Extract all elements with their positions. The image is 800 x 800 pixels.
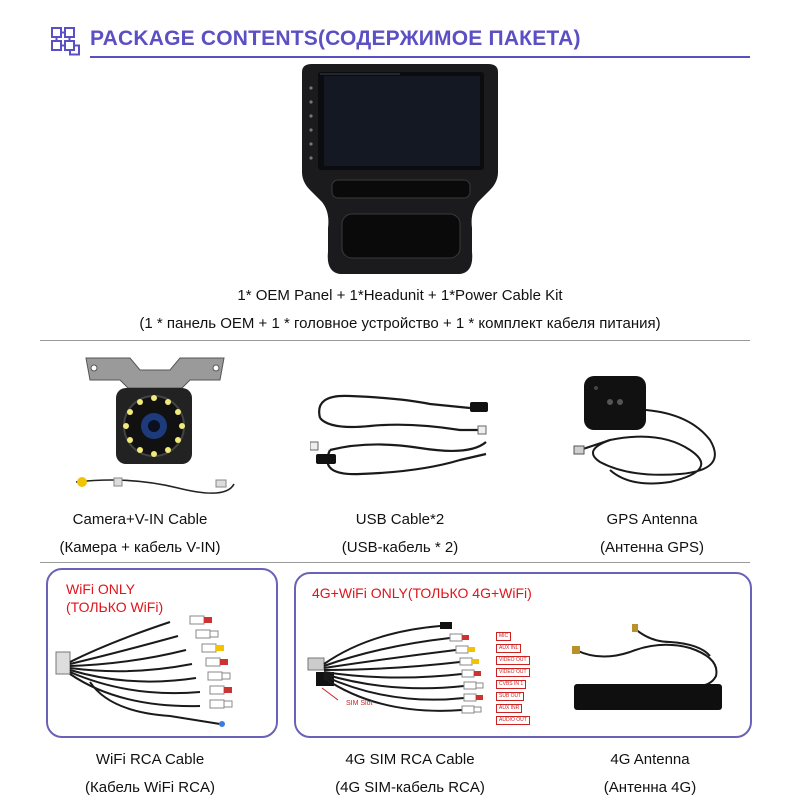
gps-antenna-image	[570, 370, 740, 500]
oem-panel-caption-en: 1* OEM Panel + 1*Headunit + 1*Power Cable Kit	[237, 287, 563, 304]
page-title: PACKAGE CONTENTS(СОДЕРЖИМОЕ ПАКЕТА)	[90, 27, 581, 50]
usb-caption	[280, 508, 520, 560]
4g-antenna-image	[560, 622, 740, 718]
rca-tag-audio-out: AUDIO OUT	[496, 716, 530, 725]
rca-tag-cvbs-in: CVBS IN 1	[496, 680, 526, 689]
rca-tag-aux-inl: AUX INL	[496, 644, 521, 653]
gps-caption-en: GPS Antenna	[606, 511, 698, 528]
4g-sim-rca-caption	[290, 748, 530, 800]
camera-caption-en: Camera+V-IN Cable	[72, 511, 208, 528]
gps-caption	[532, 508, 772, 560]
grid-blocks-icon	[50, 26, 82, 58]
wifi-rca-caption-ru: (Кабель WiFi RCA)	[85, 779, 215, 796]
usb-cable-image	[310, 380, 500, 490]
oem-panel-caption	[0, 284, 800, 336]
wifi-only-note-line1: WiFi ONLY	[66, 581, 135, 597]
4g-sim-rca-cable-image	[300, 612, 500, 732]
camera-caption	[20, 508, 260, 560]
gps-caption-ru: (Антенна GPS)	[599, 539, 705, 556]
wifi-only-note-line2: (ТОЛЬКО WiFi)	[66, 599, 164, 615]
oem-panel-headunit-image	[290, 62, 510, 280]
header-underline	[90, 56, 750, 58]
4g-antenna-caption	[530, 748, 770, 800]
page-header	[50, 22, 750, 62]
divider-middle	[40, 562, 750, 563]
rca-tag-aux-inr: AUX INR	[496, 704, 522, 713]
4g-sim-rca-caption-ru: (4G SIM-кабель RCA)	[335, 779, 485, 796]
wifi-rca-cable-image	[50, 612, 240, 732]
4g-antenna-caption-en: 4G Antenna	[610, 751, 690, 768]
rca-tag-video-out-2: VIDEO OUT	[496, 668, 530, 677]
rca-tag-sub-out: SUB OUT	[496, 692, 524, 701]
oem-panel-caption-ru: (1 * панель OEM + 1 * головное устройство + 1 * комплект кабеля питания)	[139, 315, 661, 332]
4g-antenna-caption-ru: (Антенна 4G)	[603, 779, 697, 796]
4g-wifi-only-note: 4G+WiFi ONLY(ТОЛЬКО 4G+WiFi)	[312, 585, 532, 601]
camera-caption-ru: (Камера + кабель V-IN)	[59, 539, 221, 556]
usb-caption-ru: (USB-кабель * 2)	[341, 539, 459, 556]
wifi-only-note	[66, 580, 163, 616]
wifi-rca-caption	[30, 748, 270, 800]
camera-image	[70, 350, 240, 500]
rca-tag-mic: MIC	[496, 632, 511, 641]
usb-caption-en: USB Cable*2	[355, 511, 445, 528]
4g-sim-rca-caption-en: 4G SIM RCA Cable	[345, 751, 475, 768]
rca-tag-video-out-1: VIDEO OUT	[496, 656, 530, 665]
divider-top	[40, 340, 750, 341]
wifi-rca-caption-en: WiFi RCA Cable	[95, 751, 205, 768]
sim-slot-label: SIM Slot	[346, 700, 373, 707]
